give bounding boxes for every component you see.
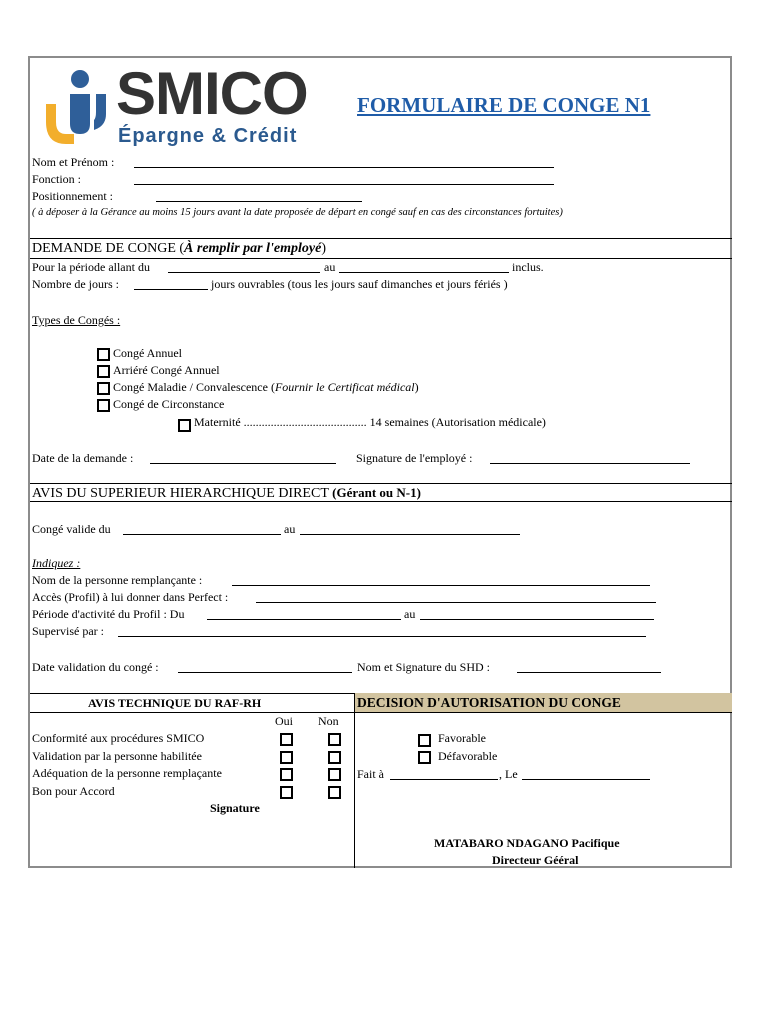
date-on-label: , Le (499, 767, 518, 781)
annual-arrears-checkbox[interactable] (97, 365, 110, 378)
no-column-header: Non (318, 714, 339, 728)
access-label: Accès (Profil) à lui donner dans Perfect : (32, 590, 229, 604)
period-to-label: au (324, 260, 336, 274)
validation-date-label: Date validation du congé : (32, 660, 159, 674)
check-row-label: Conformité aux procédures SMICO (32, 731, 205, 745)
unfavorable-checkbox[interactable] (418, 751, 431, 764)
check-row-label: Bon pour Accord (32, 784, 115, 798)
position-field[interactable] (156, 201, 362, 202)
column-divider (354, 693, 355, 868)
valid-to-label: au (284, 522, 296, 536)
period-label: Pour la période allant du (32, 260, 150, 274)
approval-yes-checkbox[interactable] (280, 786, 293, 799)
activity-label: Période d'activité du Profil : Du (32, 607, 185, 621)
validation-yes-checkbox[interactable] (280, 751, 293, 764)
days-suffix: jours ouvrables (tous les jours sauf dimanches et jours fériés ) (211, 277, 508, 291)
adequacy-yes-checkbox[interactable] (280, 768, 293, 781)
logo-tagline: Épargne & Crédit (118, 125, 298, 147)
valid-to-field[interactable] (300, 534, 520, 535)
employee-signature-label: Signature de l'employé : (356, 451, 473, 465)
shd-signature-field[interactable] (517, 672, 661, 673)
replacement-label: Nom de la personne remplançante : (32, 573, 203, 587)
period-to-field[interactable] (339, 272, 509, 273)
superior-header: AVIS DU SUPERIEUR HIERARCHIQUE DIRECT (Gérant ou N-1) (32, 485, 421, 501)
divider (30, 483, 732, 484)
favorable-checkbox[interactable] (418, 734, 431, 747)
divider (30, 238, 732, 239)
valid-from-field[interactable] (123, 534, 281, 535)
validation-date-field[interactable] (178, 672, 352, 673)
maternity-checkbox[interactable] (178, 419, 191, 432)
activity-to-field[interactable] (420, 619, 654, 620)
leave-type-label: Arriéré Congé Annuel (113, 363, 220, 377)
period-inclusive-label: inclus. (512, 260, 544, 274)
leave-type-label: Congé Annuel (113, 346, 182, 360)
shd-label: Nom et Signature du SHD : (357, 660, 490, 674)
technical-signature-label: Signature (210, 801, 260, 815)
technical-header: AVIS TECHNIQUE DU RAF-RH (88, 696, 262, 710)
position-label: Positionnement : (32, 189, 113, 203)
adequacy-no-checkbox[interactable] (328, 768, 341, 781)
function-label: Fonction : (32, 172, 82, 186)
logo-name: SMICO (116, 60, 308, 127)
sick-leave-checkbox[interactable] (97, 382, 110, 395)
name-label: Nom et Prénom : (32, 155, 115, 169)
divider (30, 501, 732, 502)
unfavorable-label: Défavorable (438, 749, 498, 763)
circumstance-leave-checkbox[interactable] (97, 399, 110, 412)
deposit-note: ( à déposer à la Gérance au moins 15 jours avant la date proposée de départ en congé sauf en cas des circonstances fortuites) (32, 207, 563, 218)
annual-leave-checkbox[interactable] (97, 348, 110, 361)
divider (30, 712, 732, 713)
compliance-yes-checkbox[interactable] (280, 733, 293, 746)
decision-header: DECISION D'AUTORISATION DU CONGE (357, 695, 621, 710)
logo-mark-icon (36, 64, 116, 150)
director-title: Directeur Gééral (492, 853, 579, 867)
days-field[interactable] (134, 289, 208, 290)
name-field[interactable] (134, 167, 554, 168)
supervised-field[interactable] (118, 636, 646, 637)
activity-to-label: au (404, 607, 416, 621)
days-label: Nombre de jours : (32, 277, 119, 291)
request-date-label: Date de la demande : (32, 451, 134, 465)
indicate-label: Indiquez : (32, 556, 81, 570)
divider (30, 258, 732, 259)
compliance-no-checkbox[interactable] (328, 733, 341, 746)
yes-column-header: Oui (275, 714, 293, 728)
demand-header: DEMANDE DE CONGE (À remplir par l'employé) (32, 241, 326, 256)
leave-type-label: Congé de Circonstance (113, 397, 225, 411)
director-name: MATABARO NDAGANO Pacifique (434, 836, 620, 850)
activity-from-field[interactable] (207, 619, 401, 620)
employee-signature-field[interactable] (490, 463, 690, 464)
validation-no-checkbox[interactable] (328, 751, 341, 764)
function-field[interactable] (134, 184, 554, 185)
made-at-field[interactable] (390, 779, 498, 780)
made-at-label: Fait à (357, 767, 384, 781)
check-row-label: Validation par la personne habilitée (32, 749, 202, 763)
check-row-label: Adéquation de la personne remplaçante (32, 766, 222, 780)
form-title: FORMULAIRE DE CONGE N1 (357, 93, 651, 117)
request-date-field[interactable] (150, 463, 336, 464)
replacement-field[interactable] (232, 585, 650, 586)
supervised-label: Supervisé par : (32, 624, 104, 638)
leave-type-label: Congé Maladie / Convalescence (Fournir le Certificat médical) (113, 380, 419, 394)
period-from-field[interactable] (168, 272, 320, 273)
valid-from-label: Congé valide du (32, 522, 111, 536)
types-label: Types de Congés : (32, 313, 121, 327)
decision-date-field[interactable] (522, 779, 650, 780)
maternity-label: Maternité ......................................... 14 semaines (Autorisation médicale) (194, 415, 546, 429)
favorable-label: Favorable (438, 731, 486, 745)
approval-no-checkbox[interactable] (328, 786, 341, 799)
access-field[interactable] (256, 602, 656, 603)
